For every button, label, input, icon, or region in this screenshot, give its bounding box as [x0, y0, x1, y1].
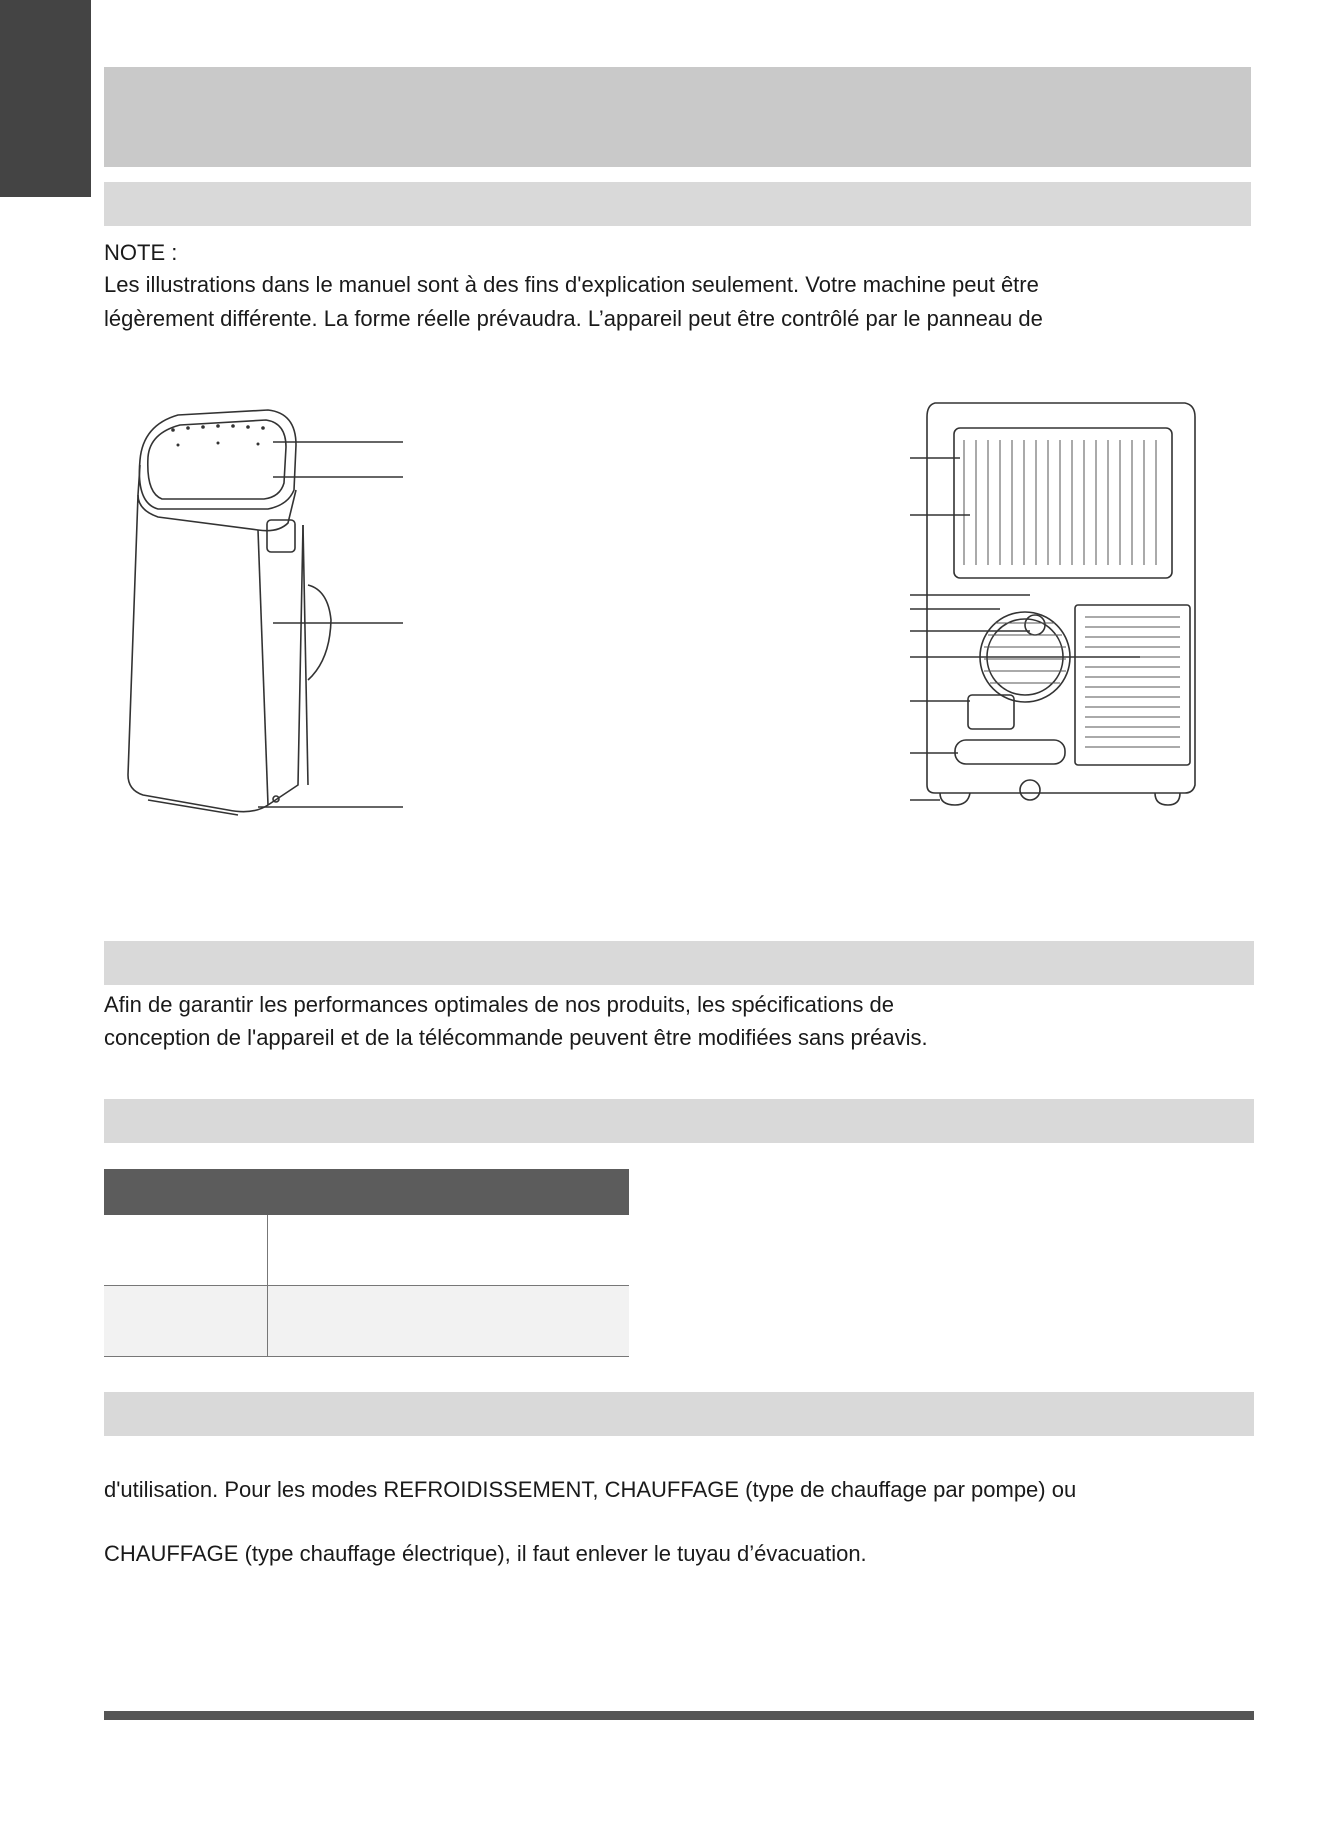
title-band [104, 67, 1251, 167]
unit-front-illustration [118, 405, 408, 825]
operation-line-1: d'utilisation. Pour les modes REFROIDISSEMENT, CHAUFFAGE (type de chauffage par pompe) ou [104, 1477, 1077, 1502]
notice-line-1: Afin de garantir les performances optimales de nos produits, les spécifications de [104, 992, 894, 1017]
note-line-1: Les illustrations dans le manuel sont à des fins d'explication seulement. Votre machine peut être [104, 272, 1039, 297]
section-band-table [104, 1099, 1254, 1143]
operation-line-2: CHAUFFAGE (type chauffage électrique), il faut enlever le tuyau d’évacuation. [104, 1541, 867, 1566]
notice-line-2: conception de l'appareil et de la télécommande peuvent être modifiées sans préavis. [104, 1025, 928, 1050]
note-line-2: légèrement différente. La forme réelle prévaudra. L’appareil peut être contrôlé par le panneau de [104, 306, 1043, 331]
spec-table [104, 1169, 629, 1357]
table-row [104, 1286, 629, 1357]
table-header [104, 1169, 629, 1215]
chapter-tab [0, 0, 91, 197]
section-band-notice [104, 941, 1254, 985]
section-band-operation [104, 1392, 1254, 1436]
section-band-components [104, 182, 1251, 226]
unit-back-illustration [910, 395, 1200, 815]
note-label: NOTE : [104, 240, 178, 265]
bottom-rule [104, 1711, 1254, 1720]
table-row [104, 1215, 629, 1286]
